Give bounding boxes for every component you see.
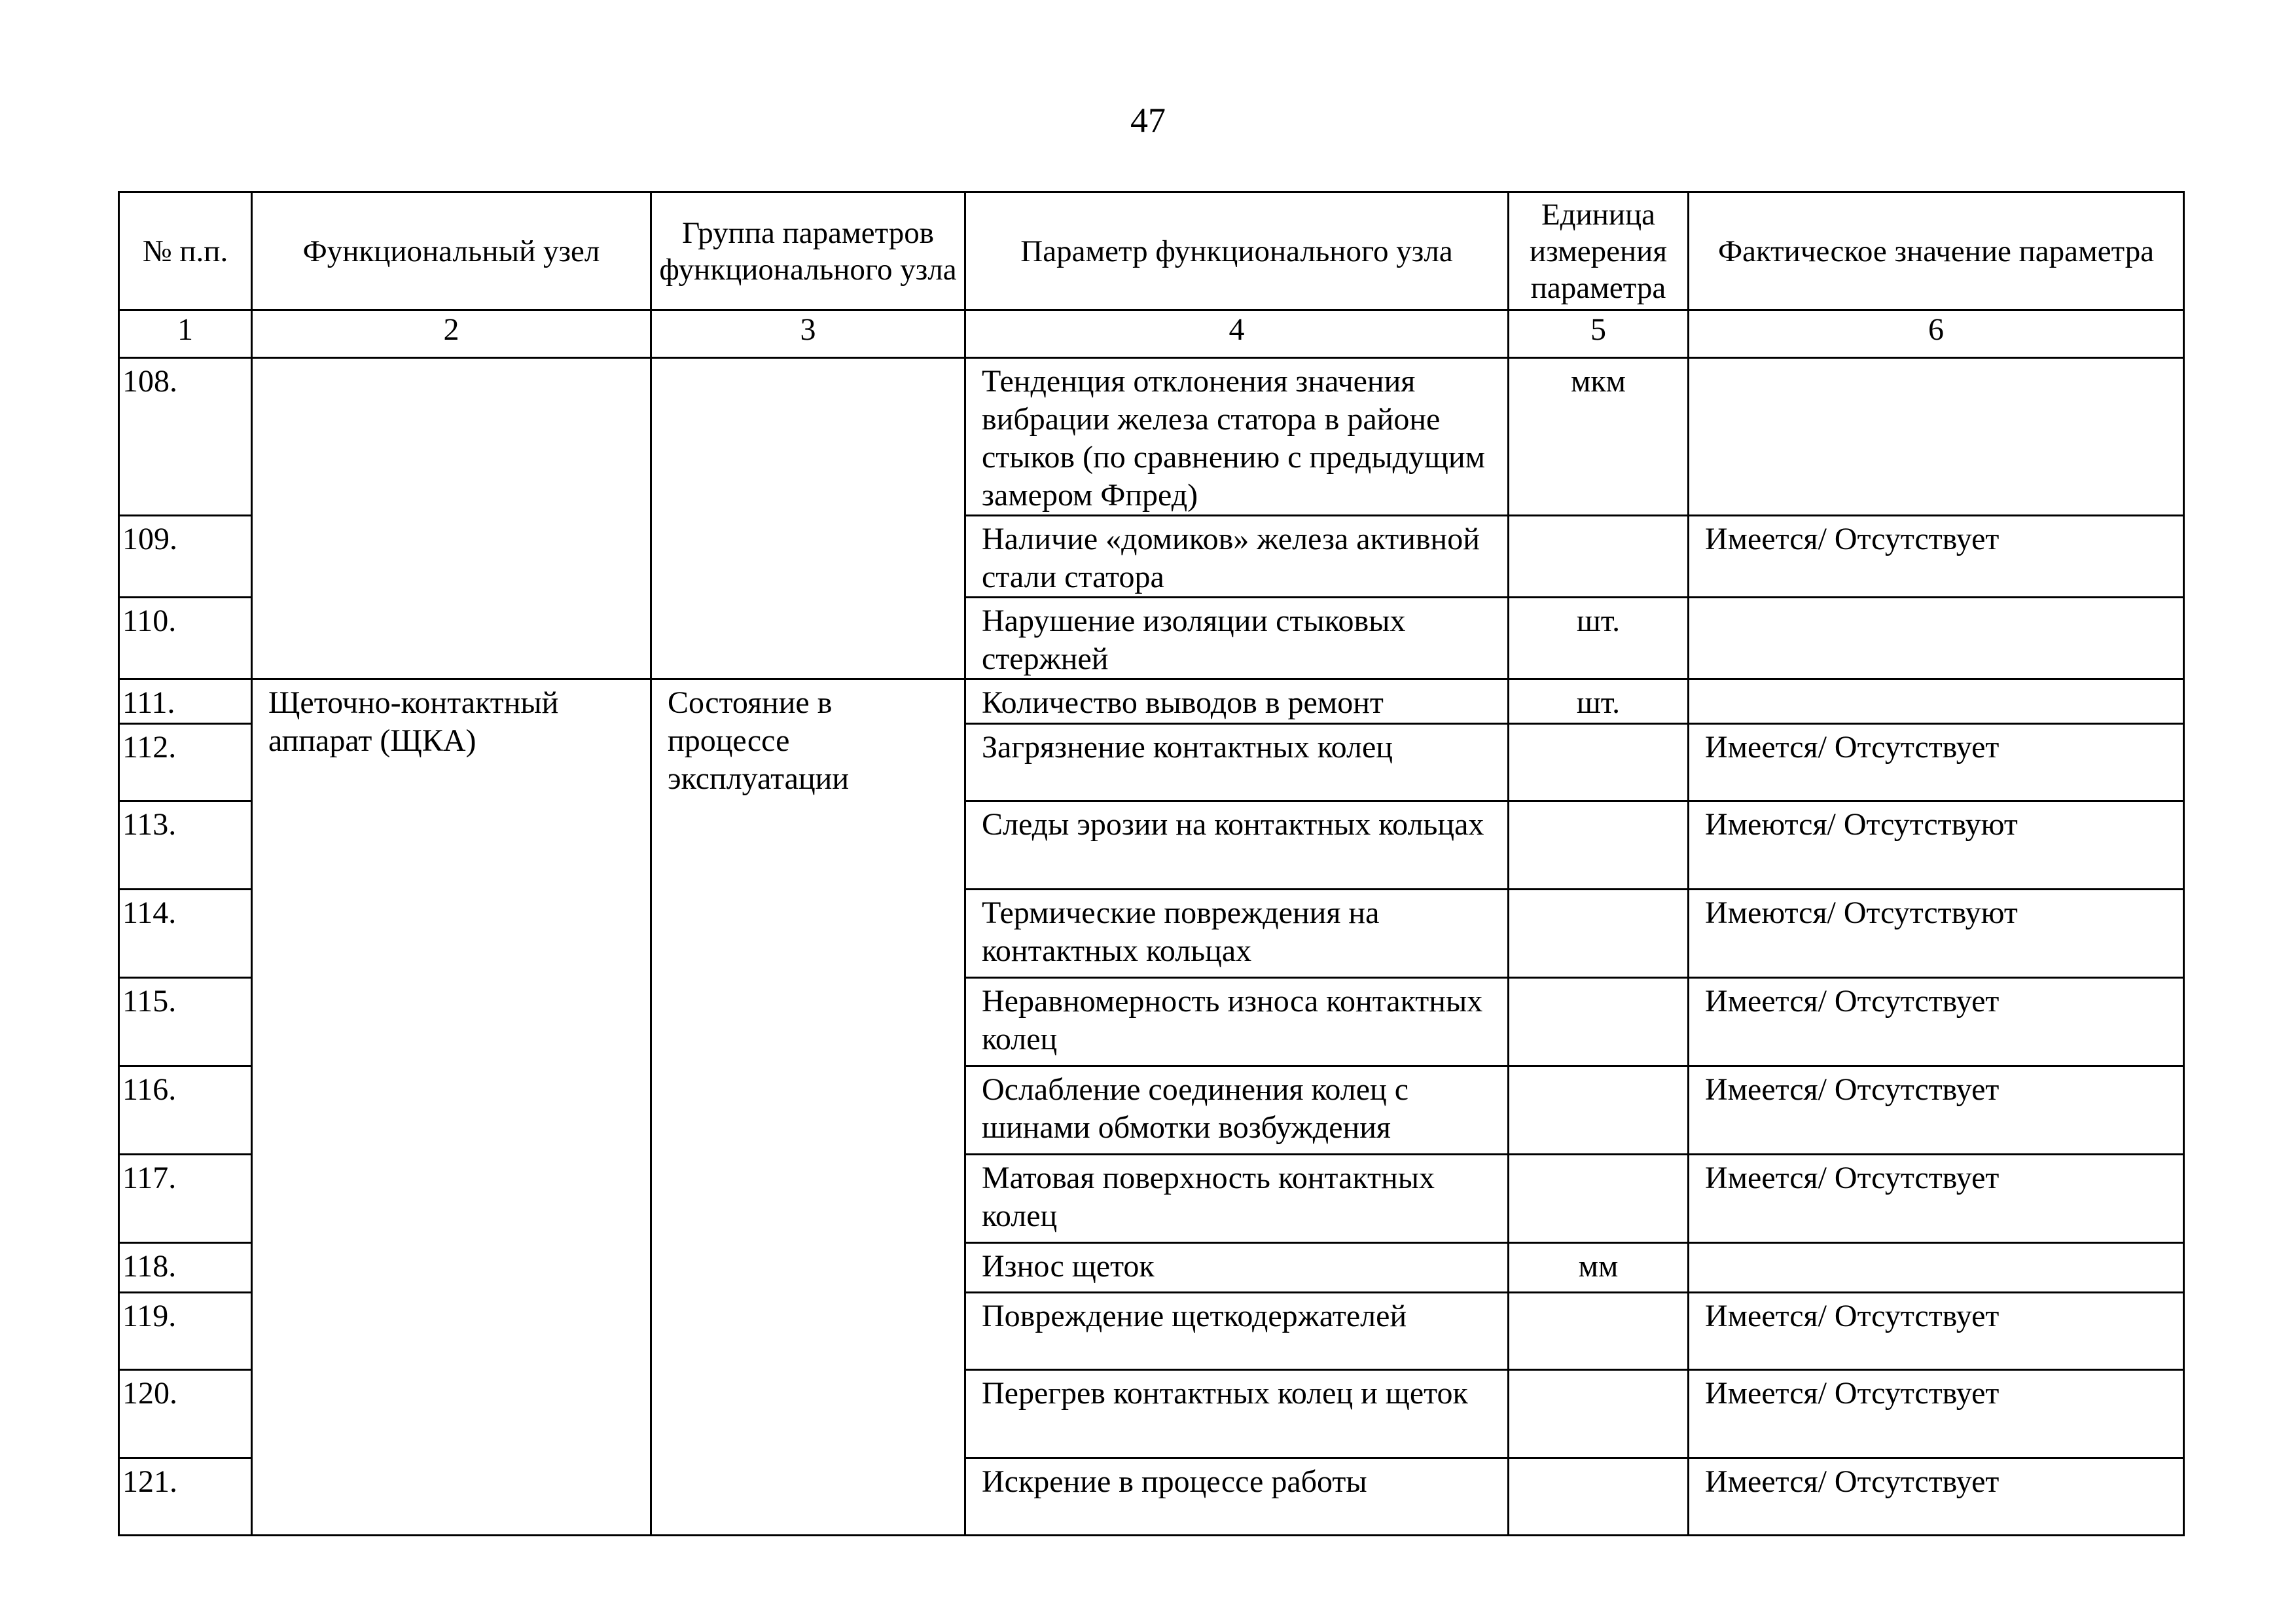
row-number: 110.: [119, 598, 252, 679]
value-cell: [1689, 679, 2184, 724]
unit-cell: мм: [1509, 1243, 1689, 1293]
unit-cell: [1509, 516, 1689, 598]
parameter-cell: Искрение в процессе работы: [965, 1458, 1509, 1536]
header-number: № п.п.: [119, 192, 252, 310]
row-number: 111.: [119, 679, 252, 724]
unit-cell: [1509, 978, 1689, 1066]
value-cell: Имеется/ Отсутствует: [1689, 1293, 2184, 1370]
row-number: 113.: [119, 801, 252, 890]
column-number: 5: [1509, 310, 1689, 358]
unit-cell: мкм: [1509, 358, 1689, 516]
unit-cell: [1509, 1458, 1689, 1536]
column-number: 3: [651, 310, 965, 358]
column-number: 4: [965, 310, 1509, 358]
row-number: 119.: [119, 1293, 252, 1370]
value-cell: Имеются/ Отсутствуют: [1689, 890, 2184, 978]
functional-node-cell: Щеточно-контактный аппарат (ЩКА): [252, 679, 651, 1536]
header-actual-value: Фактическое значение параметра: [1689, 192, 2184, 310]
unit-cell: [1509, 1370, 1689, 1458]
unit-cell: [1509, 890, 1689, 978]
parameter-cell: Ослабление соединения колец с шинами обмотки возбуждения: [965, 1066, 1509, 1155]
value-cell: Имеется/ Отсутствует: [1689, 1066, 2184, 1155]
row-number: 109.: [119, 516, 252, 598]
table-row: [119, 358, 2184, 516]
header-functional-node: Функциональный узел: [252, 192, 651, 310]
row-number: 112.: [119, 724, 252, 801]
parameter-group-cell: Состояние в процессе эксплуатации: [651, 679, 965, 1536]
column-number: 6: [1689, 310, 2184, 358]
row-number: 118.: [119, 1243, 252, 1293]
row-number: 108.: [119, 358, 252, 516]
parameter-cell: Загрязнение контактных колец: [965, 724, 1509, 801]
value-cell: Имеется/ Отсутствует: [1689, 1458, 2184, 1536]
parameter-cell: Количество выводов в ремонт: [965, 679, 1509, 724]
parameter-cell: Нарушение изоляции стыковых стержней: [965, 598, 1509, 679]
parameter-cell: Матовая поверхность контактных колец: [965, 1155, 1509, 1243]
page-number: 47: [1130, 101, 1166, 140]
value-cell: Имеется/ Отсутствует: [1689, 516, 2184, 598]
parameter-cell: Следы эрозии на контактных кольцах: [965, 801, 1509, 890]
value-cell: Имеется/ Отсутствует: [1689, 1370, 2184, 1458]
row-number: 115.: [119, 978, 252, 1066]
node-cell-empty: [252, 358, 651, 679]
parameter-cell: Тенденция отклонения значения вибрации железа статора в районе стыков (по сравнению с предыдущим замером Фпред): [965, 358, 1509, 516]
value-cell: [1689, 358, 2184, 516]
value-cell: Имеется/ Отсутствует: [1689, 978, 2184, 1066]
table-header-row: [119, 192, 2184, 310]
column-number-row: [119, 310, 2184, 358]
unit-cell: [1509, 724, 1689, 801]
value-cell: Имеются/ Отсутствуют: [1689, 801, 2184, 890]
unit-cell: [1509, 801, 1689, 890]
unit-cell: шт.: [1509, 679, 1689, 724]
parameter-cell: Неравномерность износа контактных колец: [965, 978, 1509, 1066]
column-number: 2: [252, 310, 651, 358]
parameters-table: [118, 191, 2185, 1536]
column-number: 1: [119, 310, 252, 358]
unit-cell: [1509, 1066, 1689, 1155]
parameter-cell: Износ щеток: [965, 1243, 1509, 1293]
group-cell-empty: [651, 358, 965, 679]
header-parameter-group: Группа параметров функционального узла: [651, 192, 965, 310]
row-number: 117.: [119, 1155, 252, 1243]
row-number: 114.: [119, 890, 252, 978]
row-number: 121.: [119, 1458, 252, 1536]
value-cell: Имеется/ Отсутствует: [1689, 724, 2184, 801]
row-number: 116.: [119, 1066, 252, 1155]
table-row: [119, 679, 2184, 724]
parameter-cell: Термические повреждения на контактных кольцах: [965, 890, 1509, 978]
unit-cell: шт.: [1509, 598, 1689, 679]
row-number: 120.: [119, 1370, 252, 1458]
parameter-cell: Повреждение щеткодержателей: [965, 1293, 1509, 1370]
unit-cell: [1509, 1293, 1689, 1370]
value-cell: [1689, 598, 2184, 679]
header-parameter: Параметр функционального узла: [965, 192, 1509, 310]
value-cell: [1689, 1243, 2184, 1293]
header-unit: Единица измерения параметра: [1509, 192, 1689, 310]
parameter-cell: Перегрев контактных колец и щеток: [965, 1370, 1509, 1458]
unit-cell: [1509, 1155, 1689, 1243]
parameter-cell: Наличие «домиков» железа активной стали статора: [965, 516, 1509, 598]
value-cell: Имеется/ Отсутствует: [1689, 1155, 2184, 1243]
